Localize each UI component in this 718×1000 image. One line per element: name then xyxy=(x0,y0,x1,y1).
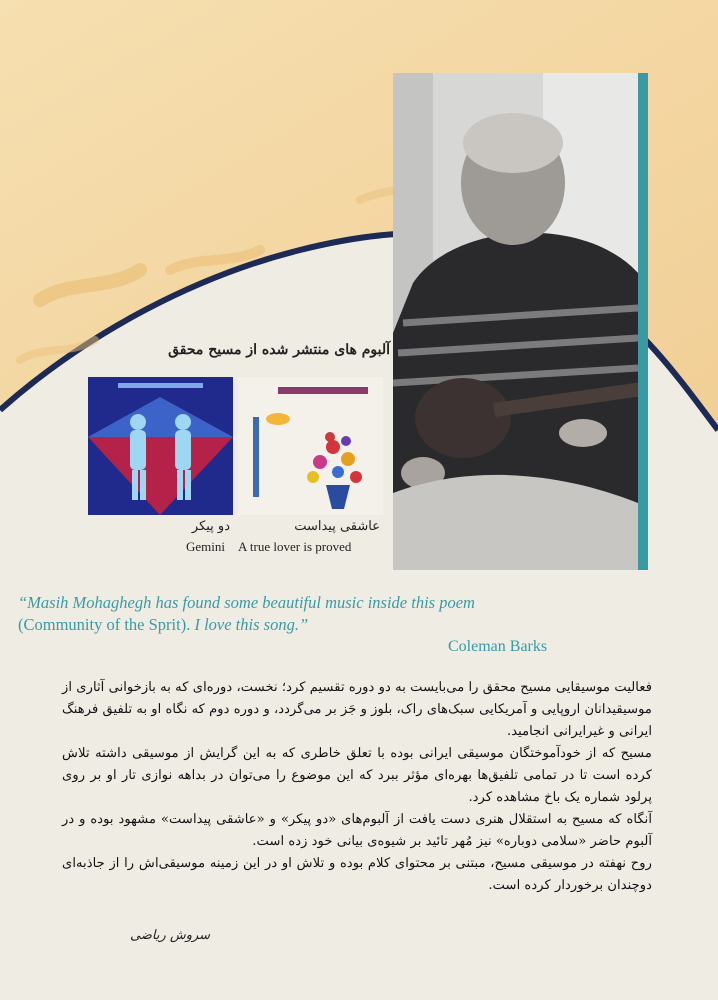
quote-block xyxy=(18,592,578,636)
paragraph: مسیح که از خودآموختگان موسیقی ایرانی بوده با تعلق خاطری که به این گرایش از موسیقی داشته تلاش کرده است تا در تمامی تلفیق‌ها بهره‌ای مؤثر ببرد که این موضوع را می‌توان در بداهه نوازی تار او بر روی پرلود شماره یک باخ مشاهده کرد. xyxy=(62,746,652,805)
quote-author: Coleman Barks xyxy=(448,638,548,655)
gemini-title-fa: دو پیکر xyxy=(191,519,230,534)
quote-tail: I love this song.” xyxy=(194,615,309,634)
quote-text: “Masih Mohaghegh has found some beautiful music inside this poem xyxy=(18,593,475,612)
quote-source: (Community of the Sprit). xyxy=(18,615,191,634)
lover-title-en: A true lover is proved xyxy=(238,539,352,554)
lover-title-fa: عاشقی پیداست xyxy=(294,519,380,534)
paragraph: روح نهفته در موسیقی مسیح، مبتنی بر محتوای کلام بوده و تلاش او در این زمینه موسیقی‌اش را از جاذبه‌ای دوچندان برخوردار کرده است. xyxy=(62,856,652,893)
lover-album-cover-icon xyxy=(238,377,383,515)
paragraph: فعالیت موسیقایی مسیح محقق را می‌بایست به دو دوره تقسیم کرد؛ نخست، دوره‌ای که به بازخوانی آثاری از موسیقیدانان اروپایی و آمریکایی سبک‌های راک، بلوز و جَز بر می‌گردد، و دوره دوم که نگاه او به تلفیق فرهنگ ایرانی و غیرایرانی انجامید. xyxy=(61,680,652,739)
albums-heading: آلبوم های منتشر شده از مسیح محقق xyxy=(168,342,390,358)
paragraph: آنگاه که مسیح به استقلال هنری دست یافت از آلبوم‌های «دو پیکر» و «عاشقی پیداست» مشهود بوده و در آلبوم حاضر «سلامی دوباره» نیز مُهر تائید بر شیوه‌ی بیانی خود زده است. xyxy=(62,812,652,849)
musician-photo xyxy=(393,73,648,570)
gemini-title-en: Gemini xyxy=(186,539,225,554)
biography-text xyxy=(62,677,652,897)
gemini-album-cover-icon xyxy=(88,377,233,515)
author-signature: سروش ریاضی xyxy=(130,928,211,943)
